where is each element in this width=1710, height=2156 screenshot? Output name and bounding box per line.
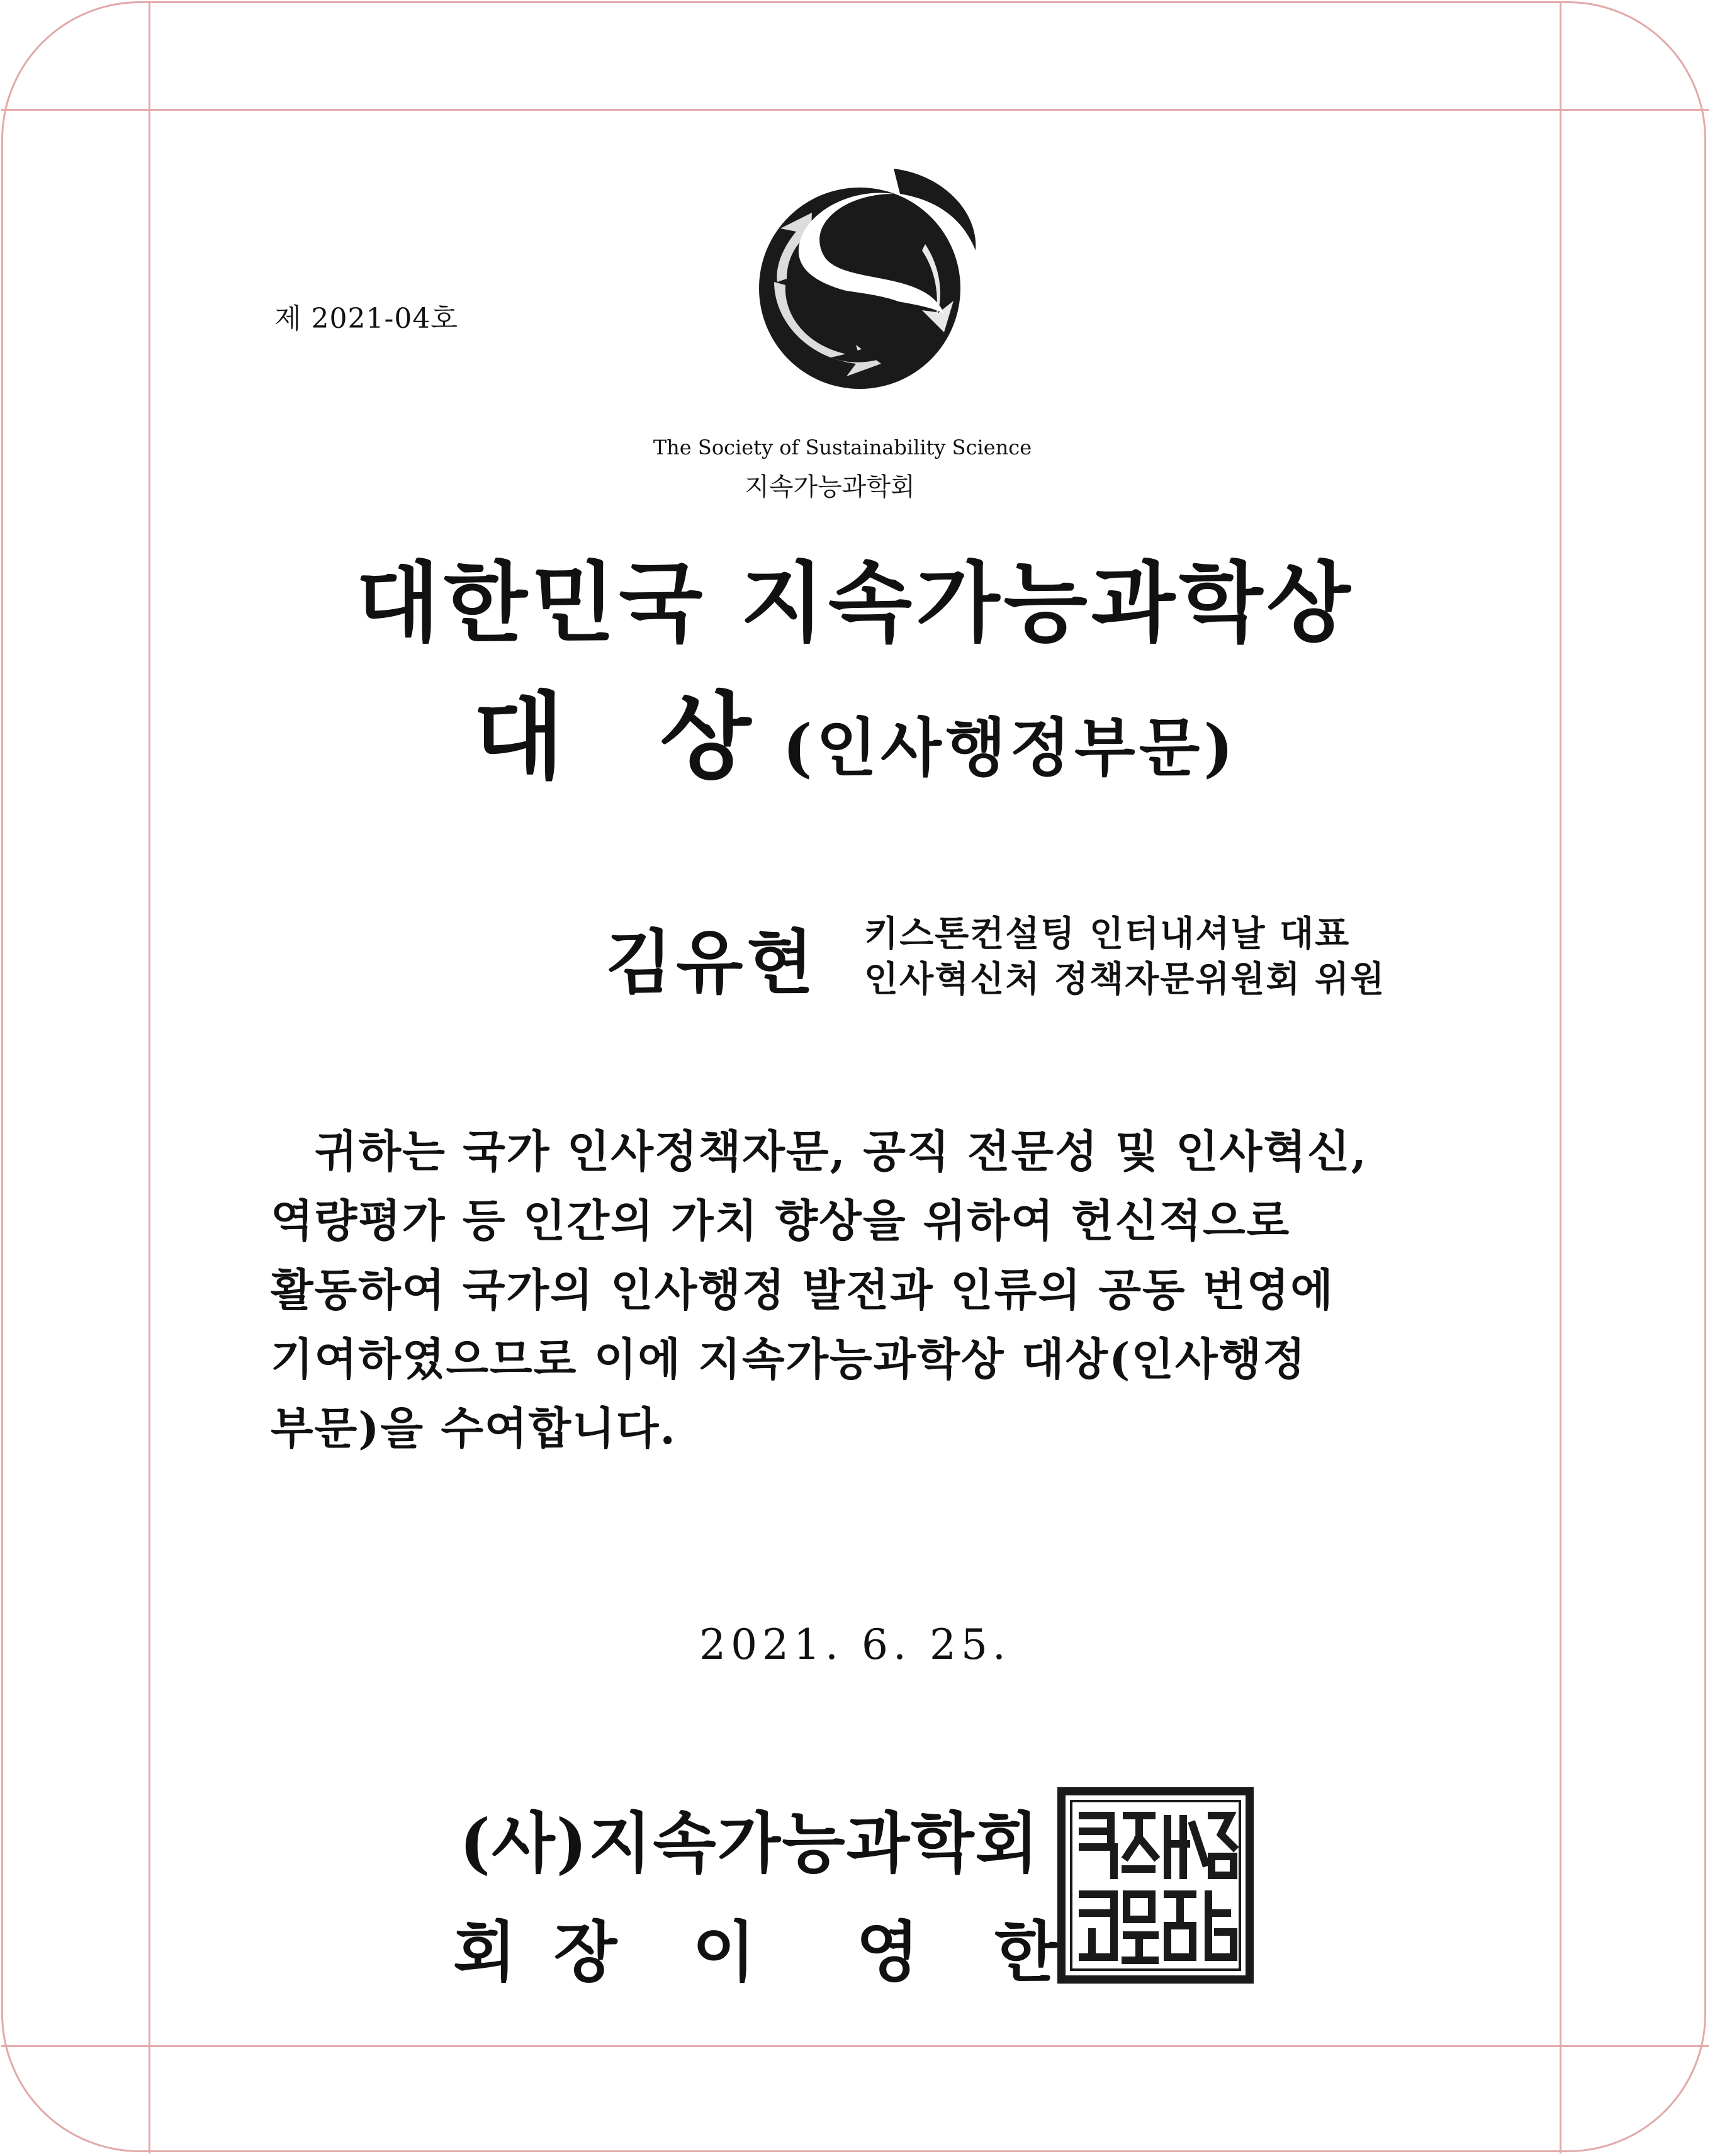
citation-line: 기여하였으므로 이에 지속가능과학상 대상(인사행정	[271, 1333, 1307, 1385]
trim-guide-left	[149, 1, 150, 2153]
award-date: 2021. 6. 25.	[699, 1620, 1011, 1669]
issuer-char: 장	[554, 1913, 617, 1990]
citation-line: 활동하여 국가의 인사행정 발전과 인류의 공동 번영에	[271, 1264, 1334, 1316]
certificate-number: 제 2021-04호	[274, 303, 458, 335]
issuer-organization: (사)지속가능과학회	[459, 1804, 1040, 1882]
award-category: (인사행정부문)	[782, 710, 1237, 785]
recipient-role-1: 키스톤컨설팅 인터내셔날 대표	[864, 913, 1351, 955]
award-grade	[0, 661, 1710, 797]
issuer-char: 한	[994, 1913, 1058, 1990]
trim-guide-right	[1560, 1, 1561, 2153]
recycle-s-logo-icon	[736, 169, 983, 400]
trim-guide-bottom	[1, 2045, 1709, 2047]
issuer-char: 영	[856, 1913, 920, 1990]
issuer-char: 이	[692, 1913, 756, 1990]
issuer-char: 회	[453, 1913, 517, 1990]
citation-line: 부문)을 수여합니다.	[271, 1402, 677, 1454]
official-seal-icon	[1057, 1787, 1254, 1984]
recipient-name: 김유현	[605, 922, 818, 1003]
recipient-role-2: 인사혁신처 정책자문위원회 위원	[864, 958, 1386, 1000]
society-name-en: The Society of Sustainability Science	[653, 435, 1032, 459]
trim-guide-top	[1, 109, 1709, 111]
award-grade-label: 대 상	[473, 682, 783, 792]
citation-text	[271, 1117, 1441, 1463]
award-title: 대한민국 지속가능과학상	[356, 551, 1354, 654]
citation-line: 귀하는 국가 인사정책자문, 공직 전문성 및 인사혁신,	[315, 1125, 1368, 1177]
citation-line: 역량평가 등 인간의 가치 향상을 위하여 헌신적으로	[271, 1194, 1291, 1247]
society-name-ko: 지속가능과학회	[745, 473, 915, 502]
